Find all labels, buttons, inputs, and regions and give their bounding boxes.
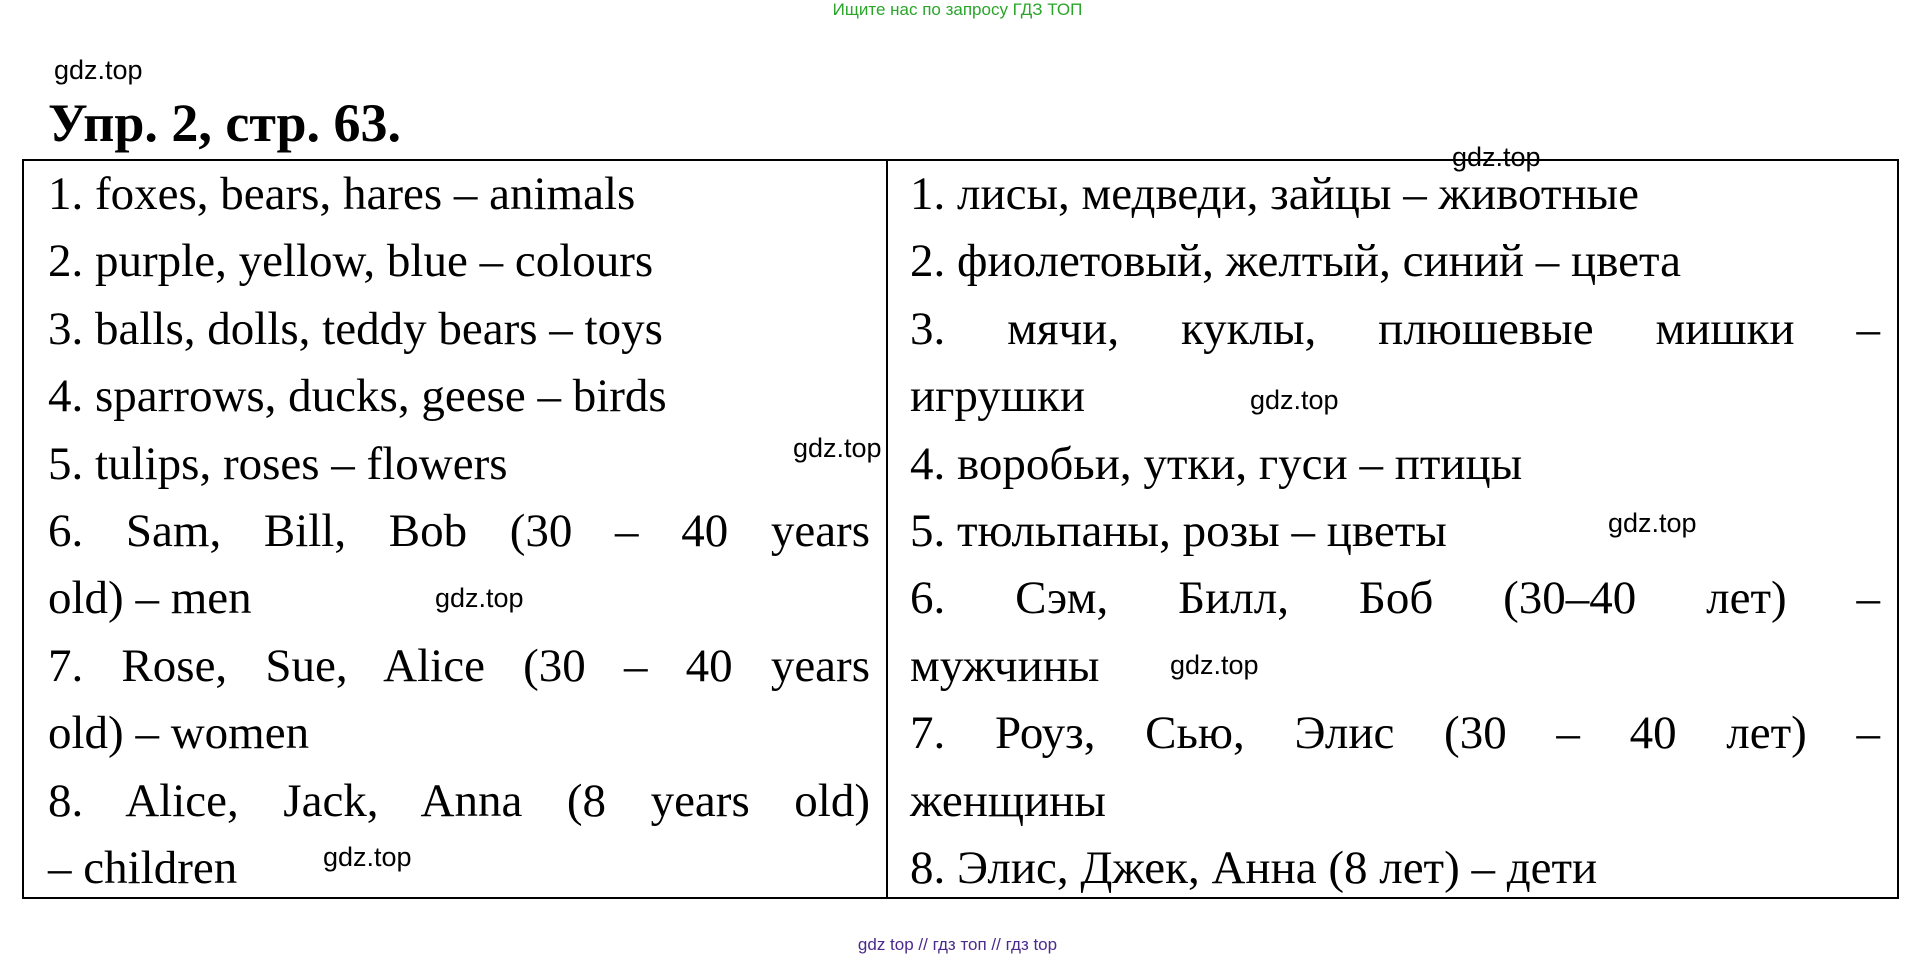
english-line: 3. balls, dolls, teddy bears – toys [48, 302, 663, 355]
english-line: 5. tulips, roses – flowers [48, 437, 508, 490]
english-line: – children [48, 841, 238, 894]
watermark-label: gdz.top [1608, 508, 1697, 538]
watermark-label: gdz.top [323, 842, 412, 872]
russian-line: 8. Элис, Джек, Анна (8 лет) – дети [910, 841, 1598, 894]
english-line: 2. purple, yellow, blue – colours [48, 235, 654, 288]
russian-line: 2. фиолетовый, желтый, синий – цвета [910, 235, 1681, 288]
watermark-label: gdz.top [435, 583, 524, 613]
russian-line: женщины [910, 774, 1106, 827]
english-line: 6. Sam, Bill, Bob (30 – 40 years [48, 504, 870, 557]
russian-line: 6. Сэм, Билл, Боб (30–40 лет) – [910, 572, 1880, 625]
english-line: 1. foxes, bears, hares – animals [48, 168, 636, 220]
watermark-label: gdz.top [1250, 385, 1339, 415]
english-line: old) – men [48, 572, 252, 625]
top-banner-link[interactable]: Ищите нас по запросу ГДЗ ТОП [832, 0, 1083, 19]
watermark-label: gdz.top [54, 55, 143, 85]
footer-links[interactable]: gdz top // гдз топ // гдз top [857, 935, 1058, 954]
english-line: 7. Rose, Sue, Alice (30 – 40 years [48, 639, 870, 692]
russian-line: 4. воробьи, утки, гуси – птицы [910, 437, 1523, 490]
english-line: 8. Alice, Jack, Anna (8 years old) [48, 774, 870, 827]
russian-column [910, 161, 1880, 902]
watermark-label: gdz.top [1170, 650, 1259, 680]
exercise-title: Упр. 2, стр. 63. [48, 93, 402, 153]
watermark-label: gdz.top [793, 433, 882, 463]
russian-line: мужчины [910, 639, 1100, 692]
watermark-label: gdz.top [1452, 142, 1541, 172]
russian-line: 5. тюльпаны, розы – цветы [910, 504, 1447, 557]
russian-line: игрушки [910, 370, 1085, 423]
column-divider [886, 161, 888, 897]
english-column [48, 161, 870, 902]
english-line: 4. sparrows, ducks, geese – birds [48, 370, 667, 423]
russian-line: 7. Роуз, Сью, Элис (30 – 40 лет) – [910, 707, 1880, 760]
english-line: old) – women [48, 707, 310, 760]
russian-line: 3. мячи, куклы, плюшевые мишки – [910, 302, 1880, 355]
russian-line: 1. лисы, медведи, зайцы – животные [910, 168, 1639, 220]
